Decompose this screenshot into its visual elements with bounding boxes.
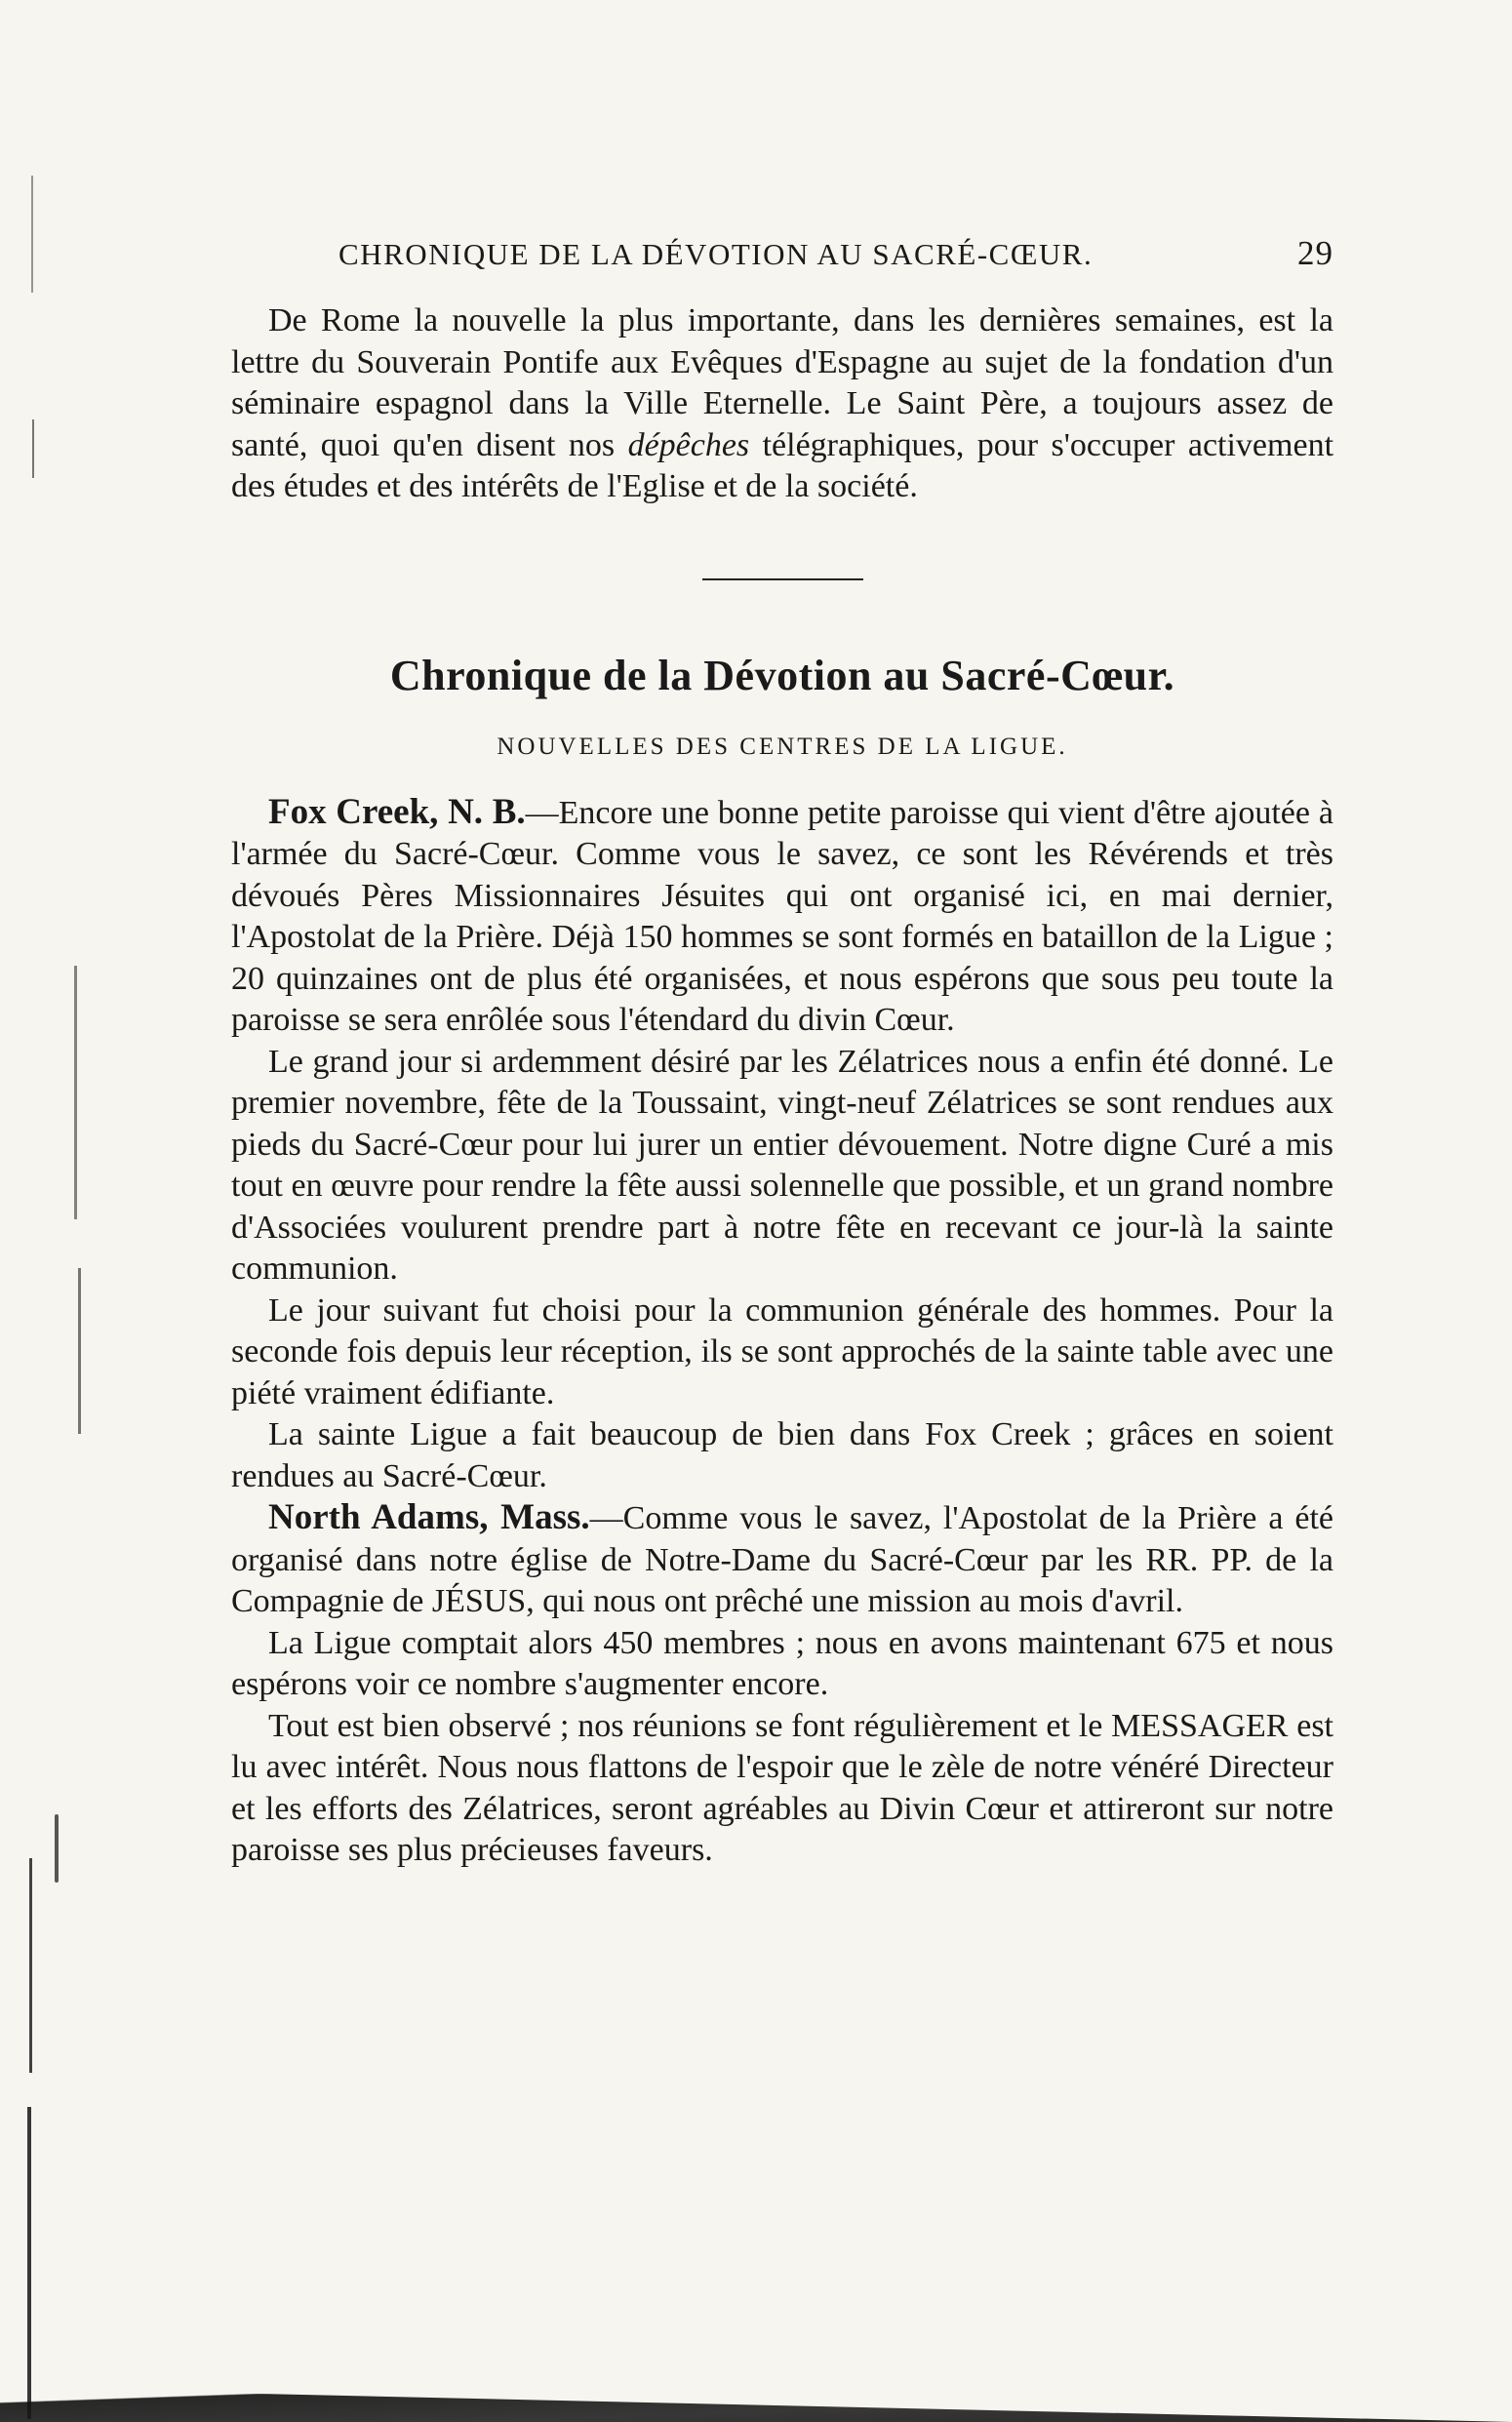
page-number: 29 (1297, 234, 1333, 272)
report-text: —Encore une bonne petite paroisse qui vient d'être ajoutée à l'armée du Sacré-Cœur. Comme vous le savez, ce sont les Révérends et très dévoués Pères Missionnaires Jésuites qui ont organisé ici, en mai dernier, l'Apostolat de la Prière. Déjà 150 hommes se sont formés en bataillon de la Ligue ; 20 quinzaines ont de plus été organisées, et nous espérons que sous peu toute la paroisse se sera enrôlée sous l'étendard du divin Cœur. (231, 794, 1333, 1038)
intro-text: De Rome la nouvelle la plus importante, dans les dernières semaines, est la lettre du Souverain Pontife aux Evêques d'Espagne au sujet de la fondation d'un séminaire espagnol dans la Ville Eternelle. Le Saint Père, a toujours assez de santé, quoi qu'en disent nos (231, 302, 1333, 463)
scan-edge-artifact (27, 2107, 31, 2419)
scan-edge-artifact (29, 1858, 32, 2073)
scan-edge-artifact (55, 1814, 59, 1883)
scan-edge-artifact (78, 1268, 81, 1434)
report-text: —Comme vous le savez, l'Apostolat de la Prière a été organisé dans notre église de Notre-Dame du Sacré-Cœur par les RR. PP. de la Compagnie de JÉSUS, qui nous ont prêché une mission au mois d'avril. (231, 1500, 1333, 1619)
scan-edge-artifact (32, 419, 34, 478)
report-paragraph: Le jour suivant fut choisi pour la communion générale des hommes. Pour la seconde fois depuis leur réception, ils se sont approchés de la sainte table avec une piété vraiment édifiante. (231, 1291, 1333, 1411)
book-page (231, 234, 1333, 1872)
scan-edge-artifact (74, 966, 77, 1219)
report-paragraph: Tout est bien observé ; nos réunions se font régulièrement et le MESSAGER est lu avec intérêt. Nous nous flattons de l'espoir que le zèle de notre vénéré Directeur et les efforts des Zélatrices, seront agréables au Divin Cœur et attireront sur notre paroisse ses plus précieuses faveurs. (231, 1707, 1333, 1868)
running-head-title: CHRONIQUE DE LA DÉVOTION AU SACRÉ-CŒUR. (338, 237, 1094, 271)
report-paragraph (231, 792, 1333, 1042)
report-paragraph: La sainte Ligue a fait beaucoup de bien dans Fox Creek ; grâces en soient rendues au Sacré-Cœur. (231, 1416, 1333, 1494)
running-head (231, 234, 1333, 273)
scan-bottom-shadow (0, 2354, 1512, 2422)
report-place: North Adams, Mass. (268, 1497, 590, 1537)
report-paragraph (231, 1497, 1333, 1623)
intro-italic-word: dépêches (627, 426, 750, 463)
scan-edge-artifact (31, 176, 33, 293)
section-subtitle: NOUVELLES DES CENTRES DE LA LIGUE. (497, 733, 1068, 760)
report-paragraph: Le grand jour si ardemment désiré par les Zélatrices nous a enfin été donné. Le premier novembre, fête de la Toussaint, vingt-neuf Zélatrices se sont rendues aux pieds du Sacré-Cœur pour lui jurer un entier dévouement. Notre digne Curé a mis tout en œuvre pour rendre la fête aussi solennelle que possible, et un grand nombre d'Associées voulurent prendre part à notre fête en recevant ce jour-là la sainte communion. (231, 1043, 1333, 1287)
section-divider (702, 578, 863, 580)
section-title: Chronique de la Dévotion au Sacré-Cœur. (389, 651, 1175, 699)
report-place: Fox Creek, N. B. (268, 791, 526, 832)
intro-text-end: télégraphiques, pour s'occuper activement des études et des intérêts de l'Eglise et de la société. (231, 426, 1334, 504)
intro-paragraph (231, 300, 1333, 508)
report-paragraph: La Ligue comptait alors 450 membres ; nous en avons maintenant 675 et nous espérons voir ce nombre s'augmenter encore. (231, 1624, 1333, 1702)
